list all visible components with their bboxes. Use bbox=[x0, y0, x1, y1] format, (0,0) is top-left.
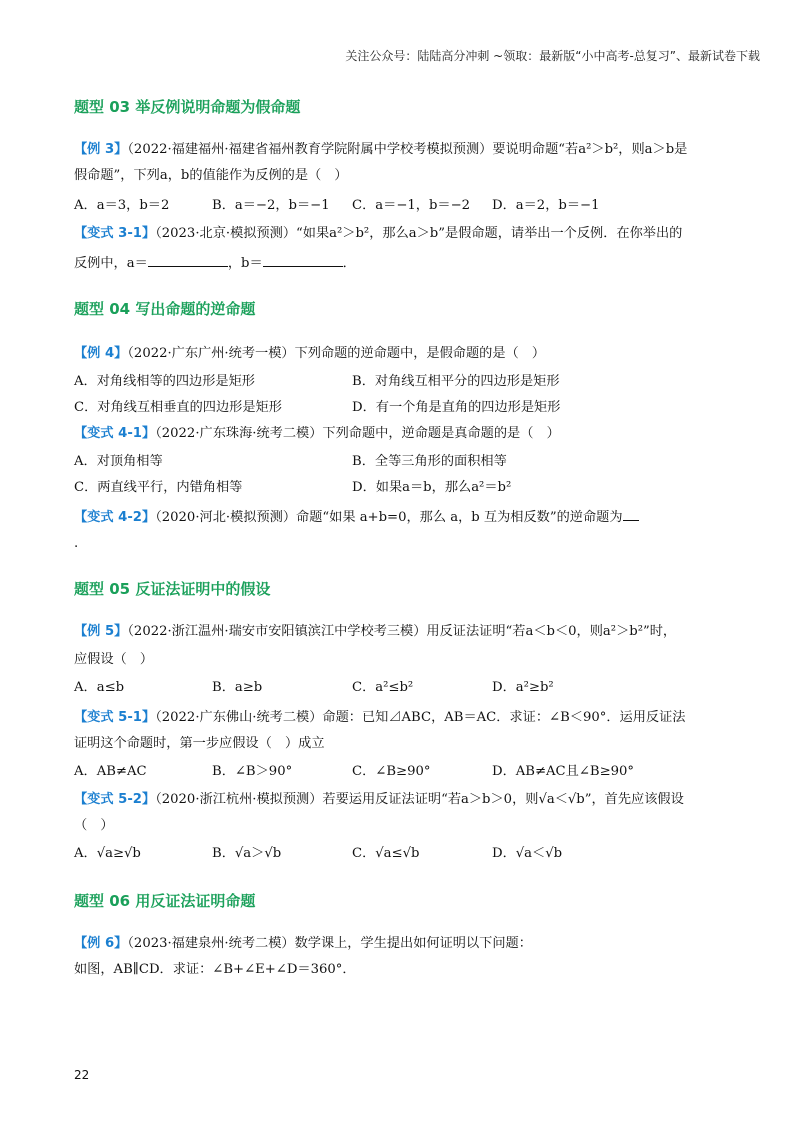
section-title-04: 题型 04 写出命题的逆命题 bbox=[74, 300, 256, 318]
variant-4-1-line-1 bbox=[74, 424, 560, 444]
section-title-03: 题型 03 举反例说明命题为假命题 bbox=[74, 98, 301, 116]
example-5-line-1 bbox=[74, 622, 676, 642]
example-5-option-d: D．a²≥b² bbox=[492, 680, 554, 695]
answer-blank-a[interactable] bbox=[148, 252, 228, 267]
variant-3-1-line-1 bbox=[74, 224, 682, 244]
variant-3-1-text-2c: ． bbox=[342, 256, 356, 271]
example-6-tag: 【例 6】 bbox=[74, 936, 128, 951]
answer-blank[interactable] bbox=[623, 506, 639, 521]
section-title-06: 题型 06 用反证法证明命题 bbox=[74, 892, 256, 910]
example-4-option-d: D．有一个角是直角的四边形是矩形 bbox=[352, 400, 561, 415]
example-5-option-b: B．a≥b bbox=[212, 680, 263, 695]
example-3-text-1: （2022·福建福州·福建省福州教育学院附属中学校考模拟预测）要说明命题“若a²＞b²，则a＞b是 bbox=[127, 142, 688, 157]
variant-4-2-line-2: . bbox=[74, 536, 79, 551]
variant-5-1-tag: 【变式 5-1】 bbox=[74, 710, 156, 725]
variant-4-2-line-1 bbox=[74, 506, 639, 528]
variant-5-1-text-1: （2022·广东佛山·统考二模）命题：已知⊿ABC，AB＝AC．求证：∠B＜90°．运用反证法 bbox=[155, 710, 686, 725]
variant-5-2-option-d: D．√a＜√b bbox=[492, 846, 563, 861]
example-3-line-1 bbox=[74, 140, 687, 160]
variant-5-2-option-c: C．√a≤√b bbox=[352, 846, 420, 861]
section-title-05: 题型 05 反证法证明中的假设 bbox=[74, 580, 271, 598]
example-6-line-2: 如图，AB∥CD．求证：∠B+∠E+∠D＝360°． bbox=[74, 962, 356, 977]
variant-5-1-option-b: B．∠B＞90° bbox=[212, 764, 293, 779]
variant-5-2-text-1: （2020·浙江杭州·模拟预测）若要运用反证法证明“若a＞b＞0，则√a＜√b”，首先应该假设 bbox=[155, 792, 684, 807]
example-3-option-c: C．a＝−1，b＝−2 bbox=[352, 198, 471, 213]
variant-5-2-option-b: B．√a＞√b bbox=[212, 846, 282, 861]
variant-5-1-line-1 bbox=[74, 708, 685, 728]
page-header: 关注公众号：陆陆高分冲刺 ~领取：最新版“小中高考-总复习”、最新试卷下载 bbox=[345, 49, 760, 63]
variant-4-1-option-a: A．对顶角相等 bbox=[74, 454, 163, 469]
variant-5-2-option-a: A．√a≥√b bbox=[74, 846, 141, 861]
example-3-option-a: A．a＝3，b＝2 bbox=[74, 198, 170, 213]
variant-5-2-line-2: （ ） bbox=[74, 818, 114, 833]
example-4-text-1: （2022·广东广州·统考一模）下列命题的逆命题中，是假命题的是（ ） bbox=[127, 346, 546, 361]
variant-5-1-option-c: C．∠B≥90° bbox=[352, 764, 431, 779]
example-3-option-d: D．a＝2，b＝−1 bbox=[492, 198, 600, 213]
variant-4-1-option-d: D．如果a＝b，那么a²＝b² bbox=[352, 480, 512, 495]
variant-3-1-line-2 bbox=[74, 252, 356, 274]
example-3-line-2: 假命题”，下列a，b的值能作为反例的是（ ） bbox=[74, 168, 348, 183]
variant-3-1-text-1: （2023·北京·模拟预测）“如果a²＞b²，那么a＞b”是假命题，请举出一个反例．在你举出的 bbox=[155, 226, 683, 241]
example-4-option-c: C．对角线互相垂直的四边形是矩形 bbox=[74, 400, 282, 415]
variant-3-1-tag: 【变式 3-1】 bbox=[74, 226, 156, 241]
variant-4-1-option-c: C．两直线平行，内错角相等 bbox=[74, 480, 243, 495]
example-5-line-2: 应假设（ ） bbox=[74, 652, 154, 667]
example-4-line-1 bbox=[74, 344, 545, 364]
variant-4-1-tag: 【变式 4-1】 bbox=[74, 426, 156, 441]
page-number: 22 bbox=[74, 1068, 90, 1082]
variant-4-1-option-b: B．全等三角形的面积相等 bbox=[352, 454, 507, 469]
example-3-tag: 【例 3】 bbox=[74, 142, 128, 157]
example-6-line-1 bbox=[74, 934, 532, 954]
example-6-text-1: （2023·福建泉州·统考二模）数学课上，学生提出如何证明以下问题： bbox=[127, 936, 532, 951]
variant-5-1-line-2: 证明这个命题时，第一步应假设（ ）成立 bbox=[74, 736, 325, 751]
example-4-tag: 【例 4】 bbox=[74, 346, 128, 361]
example-3-option-b: B．a＝−2，b＝−1 bbox=[212, 198, 330, 213]
example-4-option-b: B．对角线互相平分的四边形是矩形 bbox=[352, 374, 560, 389]
variant-5-2-line-1 bbox=[74, 790, 684, 810]
example-5-text-1: （2022·浙江温州·瑞安市安阳镇滨江中学校考三模）用反证法证明“若a＜b＜0，则a²＞b²”时， bbox=[127, 624, 677, 639]
variant-5-1-option-d: D．AB≠AC且∠B≥90° bbox=[492, 764, 634, 779]
example-5-option-c: C．a²≤b² bbox=[352, 680, 414, 695]
example-5-tag: 【例 5】 bbox=[74, 624, 128, 639]
variant-3-1-text-2b: ，b＝ bbox=[227, 256, 263, 271]
variant-4-2-tag: 【变式 4-2】 bbox=[74, 510, 156, 525]
example-5-option-a: A．a≤b bbox=[74, 680, 125, 695]
answer-blank-b[interactable] bbox=[263, 252, 343, 267]
variant-5-2-tag: 【变式 5-2】 bbox=[74, 792, 156, 807]
variant-4-2-text-1: （2020·河北·模拟预测）命题“如果 a+b=0，那么 a，b 互为相反数”的逆命题为 bbox=[155, 510, 623, 525]
variant-4-1-text-1: （2022·广东珠海·统考二模）下列命题中，逆命题是真命题的是（ ） bbox=[155, 426, 560, 441]
variant-5-1-option-a: A．AB≠AC bbox=[74, 764, 147, 779]
variant-3-1-text-2a: 反例中，a＝ bbox=[74, 256, 148, 271]
example-4-option-a: A．对角线相等的四边形是矩形 bbox=[74, 374, 255, 389]
